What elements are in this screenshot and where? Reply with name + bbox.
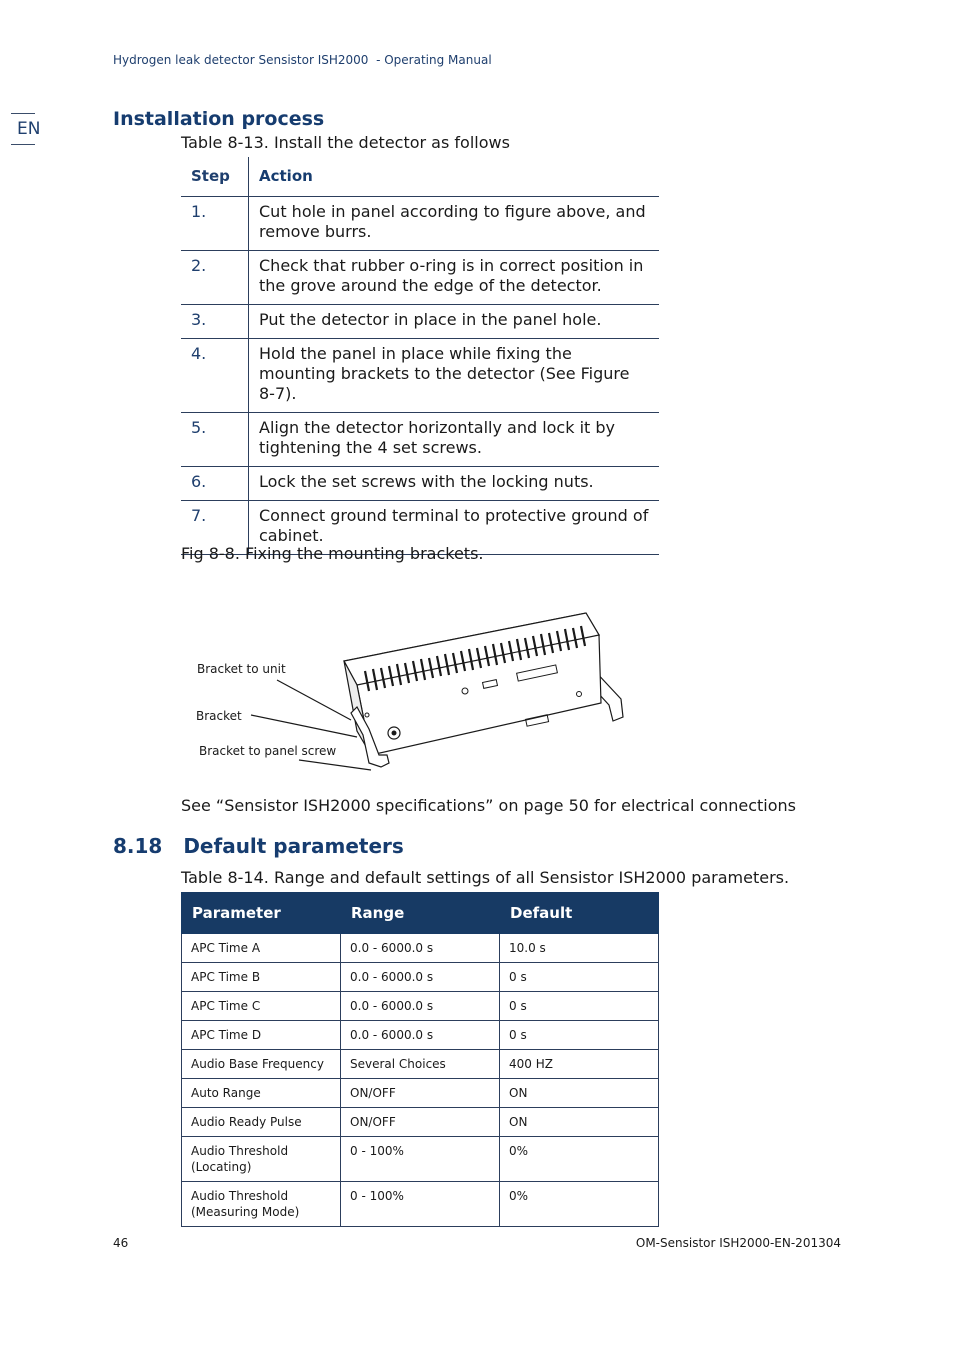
step-action: Check that rubber o-ring is in correct position in the grove around the edge of the detector. <box>249 251 660 305</box>
parameter-name: Auto Range <box>182 1079 341 1108</box>
step-action: Put the detector in place in the panel hole. <box>249 305 660 339</box>
section-number: 8.18 <box>113 834 163 858</box>
table-row <box>181 467 659 501</box>
parameter-range: 0 - 100% <box>341 1182 500 1227</box>
specifications-reference-note: See “Sensistor ISH2000 specifications” on page 50 for electrical connections <box>181 796 796 815</box>
header-title: Hydrogen leak detector Sensistor ISH2000 <box>113 53 369 67</box>
parameter-range: Several Choices <box>341 1050 500 1079</box>
parameter-default: 400 HZ <box>500 1050 659 1079</box>
table-row <box>181 413 659 467</box>
installation-heading: Installation process <box>113 108 325 130</box>
column-header-parameter: Parameter <box>182 893 341 934</box>
parameter-name: APC Time A <box>182 934 341 963</box>
table-header-row <box>182 893 659 934</box>
step-number: 4. <box>181 339 249 413</box>
parameter-range: 0.0 - 6000.0 s <box>341 992 500 1021</box>
leader-line-panel-screw <box>299 760 371 770</box>
step-number: 6. <box>181 467 249 501</box>
header-subtitle: Operating Manual <box>384 53 492 67</box>
step-number: 5. <box>181 413 249 467</box>
step-number: 1. <box>181 197 249 251</box>
step-action: Lock the set screws with the locking nuts. <box>249 467 660 501</box>
parameter-range: 0.0 - 6000.0 s <box>341 934 500 963</box>
parameter-range: 0 - 100% <box>341 1137 500 1182</box>
leader-line-bracket-to-unit <box>277 680 351 720</box>
parameters-table-caption: Table 8-14. Range and default settings of all Sensistor ISH2000 parameters. <box>181 868 790 887</box>
parameter-name: APC Time D <box>182 1021 341 1050</box>
table-row <box>182 1182 659 1227</box>
parameter-default: 0% <box>500 1137 659 1182</box>
default-parameters-heading <box>113 834 404 858</box>
parameter-default: 0 s <box>500 963 659 992</box>
parameter-default: ON <box>500 1079 659 1108</box>
table-header-row <box>181 157 659 197</box>
column-header-action: Action <box>249 157 660 197</box>
parameter-default: 0 s <box>500 1021 659 1050</box>
table-row <box>182 1079 659 1108</box>
parameter-range: 0.0 - 6000.0 s <box>341 1021 500 1050</box>
parameter-name: Audio Ready Pulse <box>182 1108 341 1137</box>
section-title: Default parameters <box>183 834 404 858</box>
parameter-default: 10.0 s <box>500 934 659 963</box>
label-bracket-to-unit: Bracket to unit <box>197 662 286 676</box>
parameter-default: ON <box>500 1108 659 1137</box>
table-row <box>182 1021 659 1050</box>
step-action: Hold the panel in place while fixing the mounting brackets to the detector (See Figure 8-7). <box>249 339 660 413</box>
parameter-name: APC Time C <box>182 992 341 1021</box>
parameter-range: ON/OFF <box>341 1108 500 1137</box>
table-row <box>181 251 659 305</box>
page-header: Hydrogen leak detector Sensistor ISH2000 - Operating Manual <box>113 53 492 67</box>
table-row <box>181 197 659 251</box>
step-number: 3. <box>181 305 249 339</box>
table-row <box>182 963 659 992</box>
step-action: Align the detector horizontally and lock it by tightening the 4 set screws. <box>249 413 660 467</box>
ground-screw-head <box>392 731 397 736</box>
table-row <box>182 1108 659 1137</box>
parameter-name: Audio Threshold (Measuring Mode) <box>182 1182 341 1227</box>
table-row <box>182 1137 659 1182</box>
label-bracket: Bracket <box>196 709 242 723</box>
figure-caption: Fig 8-8. Fixing the mounting brackets. <box>181 544 484 563</box>
table-row <box>182 1050 659 1079</box>
table-row <box>181 305 659 339</box>
detector-front-face <box>344 613 601 755</box>
parameter-range: ON/OFF <box>341 1079 500 1108</box>
step-number: 7. <box>181 501 249 555</box>
label-bracket-to-panel-screw: Bracket to panel screw <box>199 744 337 758</box>
installation-steps-table <box>181 157 659 555</box>
document-id: OM-Sensistor ISH2000-EN-201304 <box>635 1236 841 1250</box>
installation-table-caption: Table 8-13. Install the detector as follows <box>181 133 510 152</box>
page-number: 46 <box>113 1236 129 1250</box>
table-row <box>182 992 659 1021</box>
step-action: Connect ground terminal to protective ground of cabinet. <box>249 501 660 555</box>
parameter-range: 0.0 - 6000.0 s <box>341 963 500 992</box>
parameter-name: Audio Base Frequency <box>182 1050 341 1079</box>
table-row <box>181 339 659 413</box>
column-header-step: Step <box>191 166 230 185</box>
parameter-default: 0% <box>500 1182 659 1227</box>
language-marker <box>11 113 41 145</box>
parameter-name: APC Time B <box>182 963 341 992</box>
language-code: EN <box>17 119 41 139</box>
parameter-name: Audio Threshold (Locating) <box>182 1137 341 1182</box>
step-action: Cut hole in panel according to figure above, and remove burrs. <box>249 197 660 251</box>
column-header-default: Default <box>500 893 659 934</box>
column-header-range: Range <box>341 893 500 934</box>
table-row <box>182 934 659 963</box>
mounting-brackets-illustration <box>181 595 651 785</box>
language-rule-bottom <box>11 144 35 145</box>
leader-line-bracket <box>251 715 357 737</box>
parameter-default: 0 s <box>500 992 659 1021</box>
step-number: 2. <box>181 251 249 305</box>
default-parameters-table <box>181 892 659 1227</box>
